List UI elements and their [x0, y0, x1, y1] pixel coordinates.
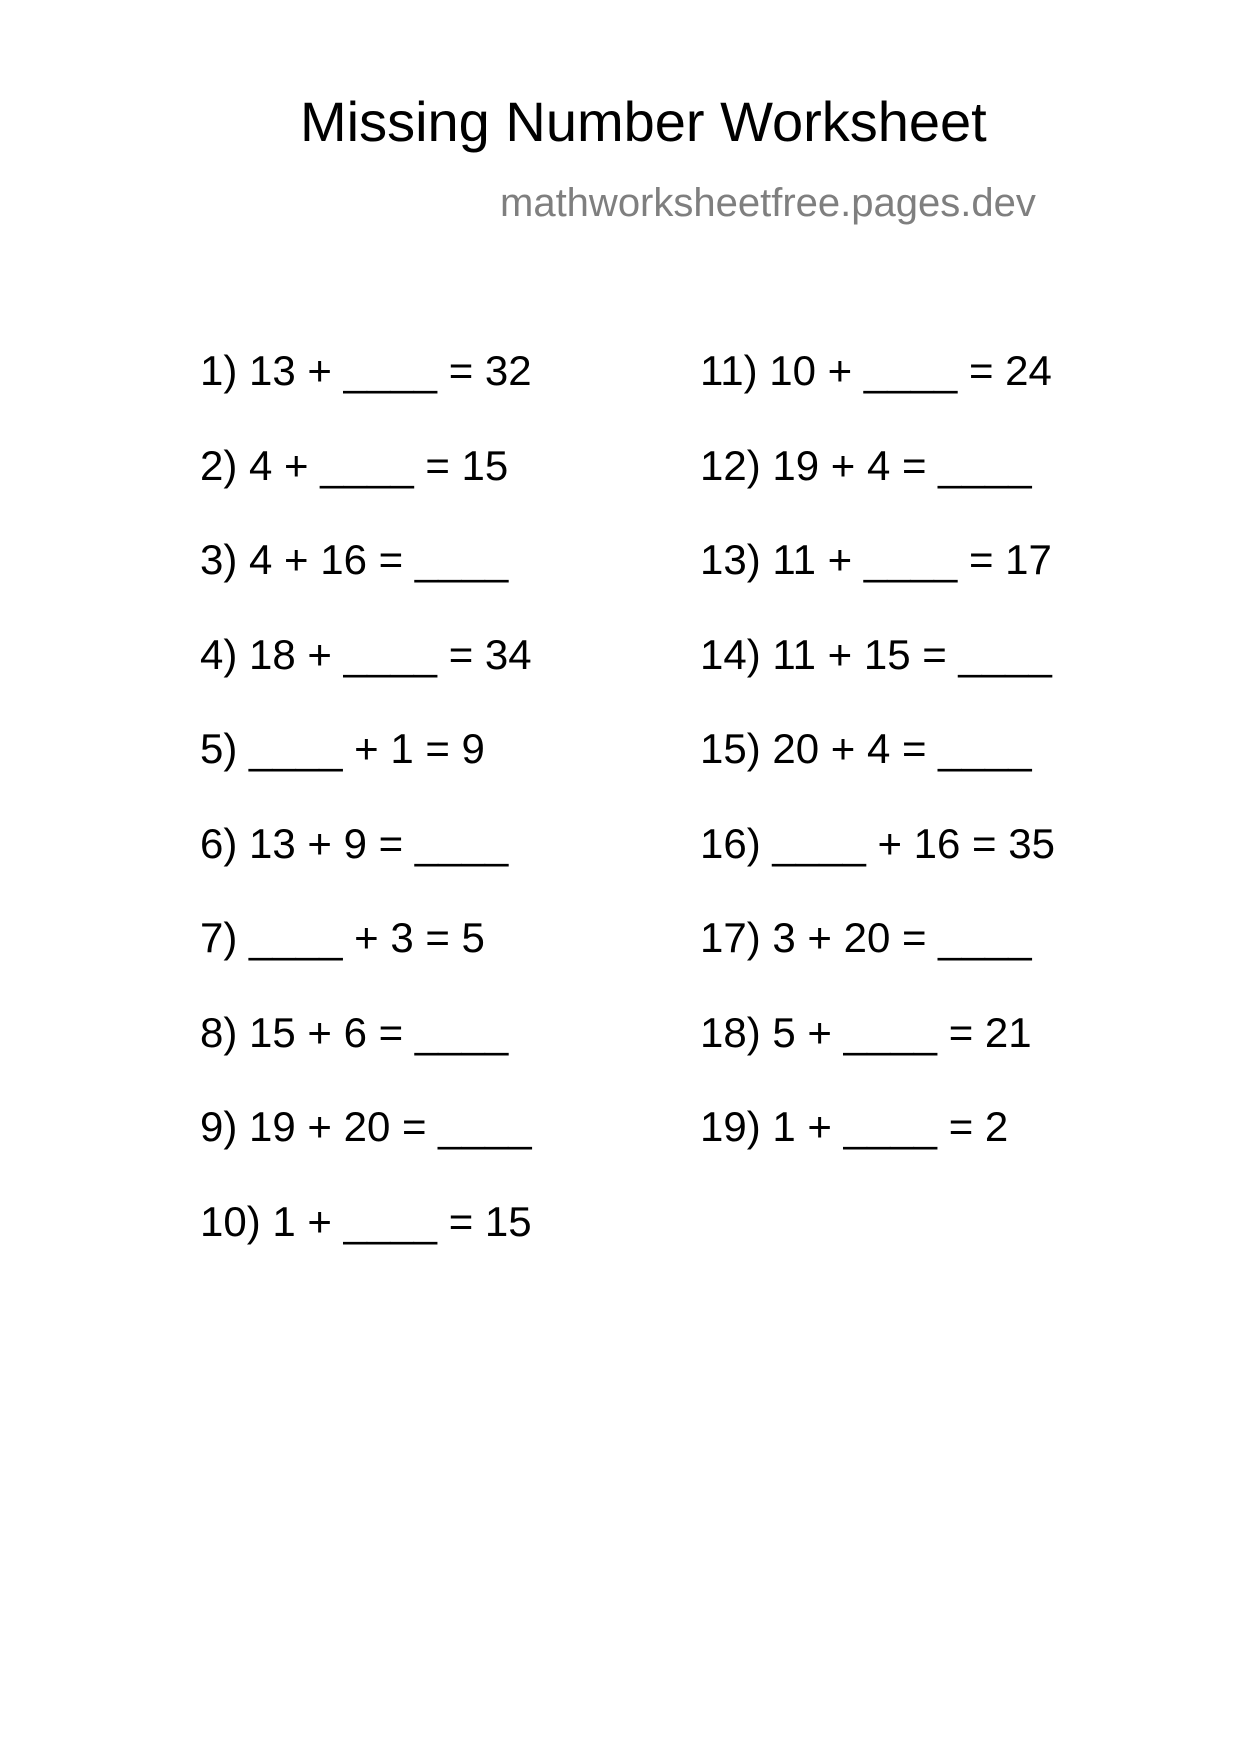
problem-17: 17) 3 + 20 = ____: [700, 914, 1032, 961]
problem-16: 16) ____ + 16 = 35: [700, 819, 1055, 867]
problem-9: 9) 19 + 20 = ____: [200, 1103, 532, 1150]
problems-right-column: [700, 347, 1120, 1201]
problem-15: 15) 20 + 4 = ____: [700, 725, 1032, 772]
problem-14: 14) 11 + 15 = ____: [700, 630, 1052, 678]
problem-13: 13) 11 + ____ = 17: [700, 536, 1052, 583]
worksheet-title: Missing Number Worksheet: [300, 90, 987, 153]
problem-11: 11) 10 + ____ = 24: [700, 347, 1052, 394]
website-url: mathworksheetfree.pages.dev: [500, 181, 1036, 225]
problem-4: 4) 18 + ____ = 34: [200, 630, 532, 678]
problem-3: 3) 4 + 16 = ____: [200, 536, 509, 583]
problem-10: 10) 1 + ____ = 15: [200, 1197, 532, 1245]
problems-left-column: [200, 347, 620, 1295]
problem-12: 12) 19 + 4 = ____: [700, 441, 1032, 489]
problem-2: 2) 4 + ____ = 15: [200, 441, 509, 489]
problem-8: 8) 15 + 6 = ____: [200, 1008, 509, 1056]
problem-18: 18) 5 + ____ = 21: [700, 1008, 1032, 1056]
problem-7: 7) ____ + 3 = 5: [200, 914, 485, 961]
problem-5: 5) ____ + 1 = 9: [200, 725, 485, 772]
problem-1: 1) 13 + ____ = 32: [200, 347, 532, 394]
problem-6: 6) 13 + 9 = ____: [200, 819, 509, 867]
problem-19: 19) 1 + ____ = 2: [700, 1103, 1009, 1150]
